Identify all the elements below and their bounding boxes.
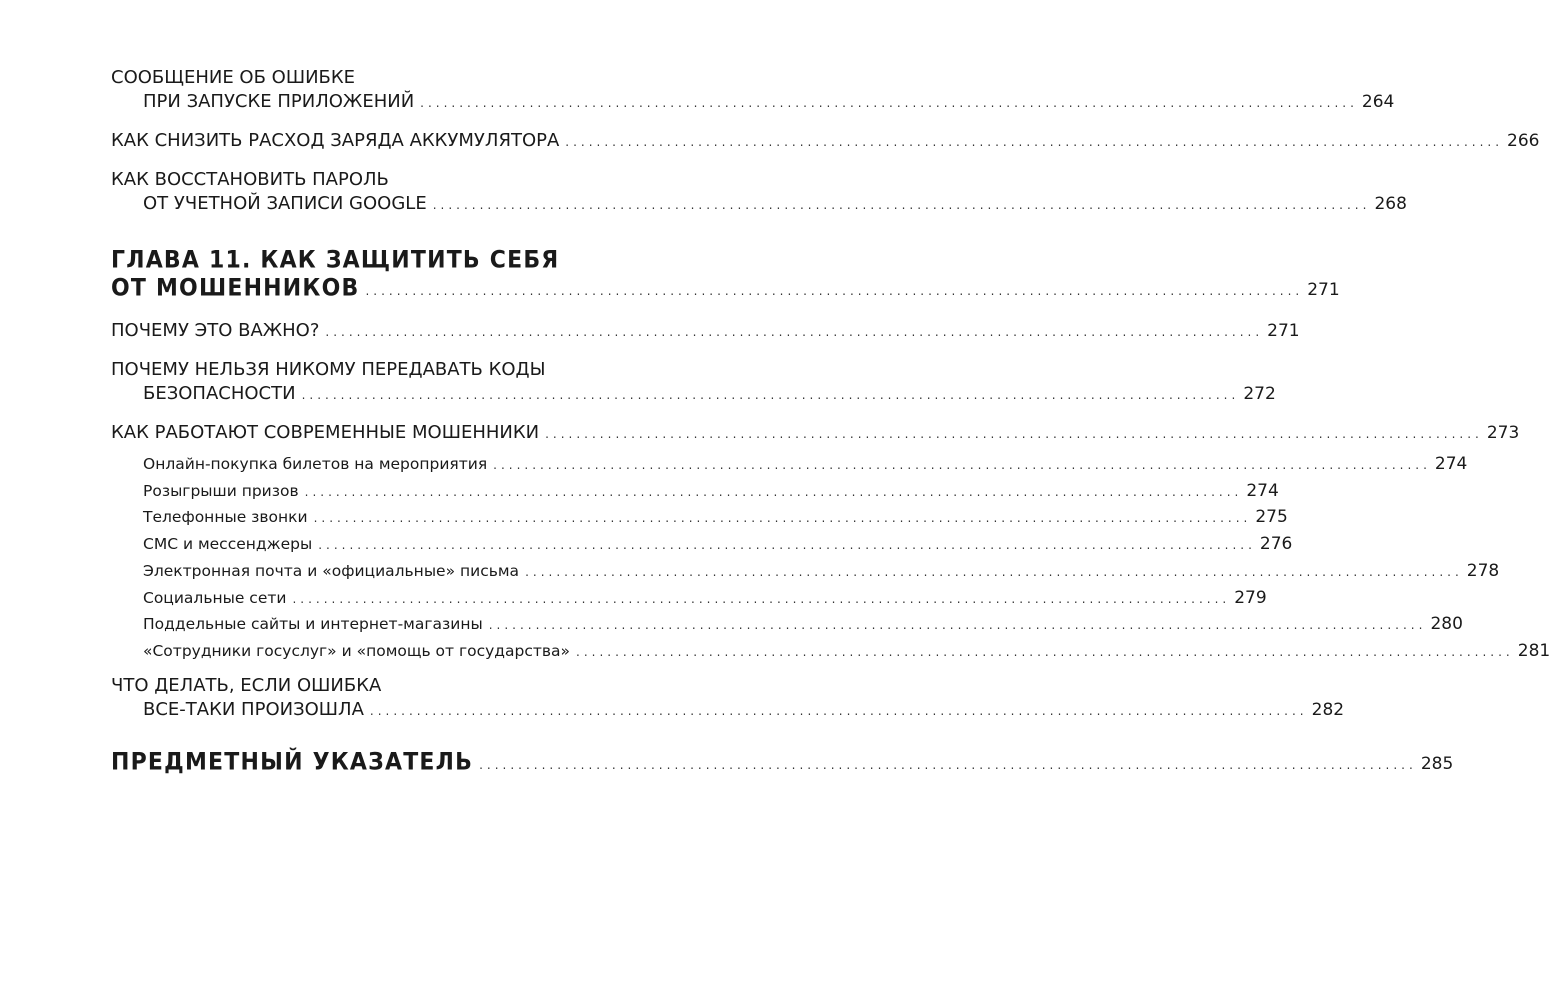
toc-subentry[interactable] [111, 479, 1279, 506]
toc-subentry[interactable] [111, 586, 1267, 613]
page-number: 266 [1507, 131, 1540, 151]
toc-subentry[interactable] [111, 452, 1468, 479]
page-number: 271 [1307, 280, 1340, 300]
dot-leader: ........................................................................................................................ [565, 135, 1504, 149]
page-number: 280 [1430, 614, 1463, 635]
entry-title: СООБЩЕНИЕ ОБ ОШИБКЕ [111, 67, 356, 88]
toc-entry[interactable] [111, 66, 1395, 115]
page-number: 281 [1517, 640, 1550, 661]
page-number: 273 [1486, 423, 1520, 443]
dot-leader: ........................................................................................................................ [545, 427, 1483, 441]
dot-leader: ........................................................................................................................ [292, 591, 1231, 606]
page-number: 268 [1374, 194, 1407, 214]
chapter-title: ГЛАВА 11. КАК ЗАЩИТИТЬ СЕБЯ [111, 246, 560, 274]
entry-title: ПОЧЕМУ НЕЛЬЗЯ НИКОМУ ПЕРЕДАВАТЬ КОДЫ [111, 359, 546, 380]
dot-leader: ........................................................................................................................ [325, 325, 1264, 339]
dot-leader: ........................................................................................................................ [432, 198, 1371, 212]
toc-index-entry[interactable] [111, 748, 1454, 779]
subentry-title: Социальные сети [143, 588, 287, 607]
dot-leader: ........................................................................................................................ [301, 388, 1240, 402]
toc-subentry[interactable] [111, 532, 1293, 559]
dot-leader: ........................................................................................................................ [313, 511, 1252, 526]
dot-leader: ........................................................................................................................ [479, 757, 1417, 772]
entry-title-continued: ОТ УЧЕТНОЙ ЗАПИСИ GOOGLE [143, 193, 427, 214]
page-number: 264 [1361, 92, 1395, 112]
page-number: 274 [1434, 454, 1468, 474]
dot-leader: ........................................................................................................................ [488, 618, 1427, 633]
page-number: 278 [1466, 560, 1500, 581]
dot-leader: ........................................................................................................................ [318, 538, 1256, 553]
entry-title-continued: ПРИ ЗАПУСКЕ ПРИЛОЖЕНИЙ [143, 91, 415, 112]
toc-entry[interactable] [111, 674, 1345, 723]
page-number: 271 [1267, 321, 1300, 341]
subentry-title: Электронная почта и «официальные» письма [143, 561, 520, 580]
chapter-title-continued: ОТ МОШЕННИКОВ [111, 274, 360, 302]
subentry-title: Телефонные звонки [143, 508, 308, 527]
table-of-contents [111, 66, 1550, 779]
toc-subentry[interactable] [111, 639, 1550, 666]
dot-leader: ........................................................................................................................ [525, 564, 1463, 579]
subentry-title: «Сотрудники госуслуг» и «помощь от государства» [143, 641, 571, 660]
subentry-title: Онлайн-покупка билетов на мероприятия [143, 455, 488, 473]
toc-entry[interactable] [111, 129, 1540, 154]
toc-entry[interactable] [111, 168, 1407, 217]
page-number: 285 [1420, 753, 1454, 774]
page-number: 274 [1246, 480, 1279, 501]
dot-leader: ........................................................................................................................ [369, 703, 1308, 718]
subentry-title: Поддельные сайты и интернет-магазины [143, 615, 483, 634]
page-number: 275 [1255, 507, 1288, 528]
page-number: 282 [1311, 699, 1345, 720]
toc-subentry[interactable] [111, 505, 1288, 532]
page-number: 276 [1259, 534, 1293, 555]
entry-title: КАК СНИЗИТЬ РАСХОД ЗАРЯДА АККУМУЛЯТОРА [111, 130, 560, 151]
dot-leader: ........................................................................................................................ [420, 96, 1358, 110]
entry-title: КАК ВОССТАНОВИТЬ ПАРОЛЬ [111, 169, 389, 190]
page-number: 272 [1243, 384, 1276, 404]
entry-title: ПОЧЕМУ ЭТО ВАЖНО? [111, 320, 320, 341]
toc-chapter-entry[interactable] [111, 246, 1340, 305]
toc-entry[interactable] [111, 319, 1300, 344]
toc-entry[interactable] [111, 358, 1276, 407]
dot-leader: ........................................................................................................................ [576, 644, 1514, 659]
toc-subentry[interactable] [111, 612, 1463, 639]
entry-title: КАК РАБОТАЮТ СОВРЕМЕННЫЕ МОШЕННИКИ [111, 422, 540, 443]
dot-leader: ........................................................................................................................ [493, 458, 1431, 472]
entry-title-continued: ВСЕ-ТАКИ ПРОИЗОШЛА [143, 698, 364, 720]
subentry-title: СМС и мессенджеры [143, 535, 313, 554]
toc-entry[interactable] [111, 421, 1520, 446]
toc-subentry[interactable] [111, 559, 1500, 586]
entry-title: ЧТО ДЕЛАТЬ, ЕСЛИ ОШИБКА [111, 674, 382, 696]
entry-title-continued: БЕЗОПАСНОСТИ [143, 383, 296, 404]
index-title: ПРЕДМЕТНЫЙ УКАЗАТЕЛЬ [111, 748, 474, 776]
subentry-title: Розыгрыши призов [143, 481, 299, 500]
dot-leader: ........................................................................................................................ [304, 484, 1243, 499]
dot-leader: ........................................................................................................................ [365, 284, 1304, 298]
page-number: 279 [1234, 587, 1267, 608]
